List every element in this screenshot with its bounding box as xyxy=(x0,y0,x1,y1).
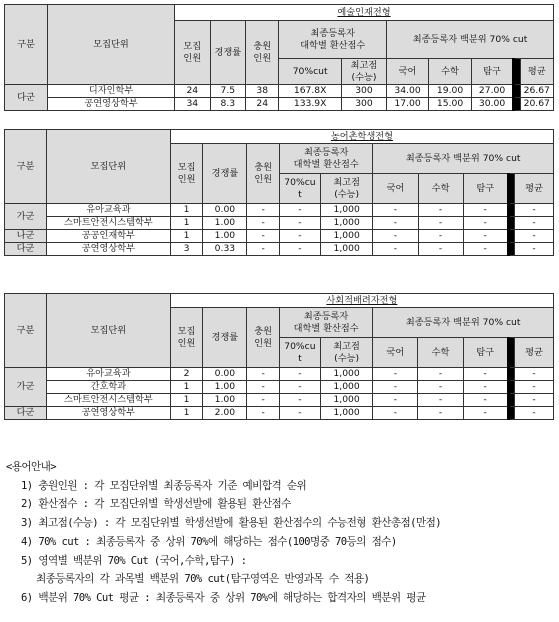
glossary-item: 1) 충원인원 : 각 모집단위별 최종등록자 기준 예비합격 순위 xyxy=(21,479,307,492)
header-waitlist: 충원 인원 xyxy=(247,144,280,204)
korean-cell: - xyxy=(373,230,418,243)
inquiry-cell: - xyxy=(463,368,508,381)
glossary-section xyxy=(6,458,441,608)
math-cell: - xyxy=(418,230,463,243)
inquiry-cell: - xyxy=(463,230,508,243)
table-row xyxy=(5,85,554,98)
competition-cell: 8.3 xyxy=(210,98,246,111)
waitlist-cell: 24 xyxy=(246,98,279,111)
header-unit: 모집단위 xyxy=(48,5,175,85)
math-cell: - xyxy=(418,407,463,420)
header-gubun: 구분 xyxy=(5,130,47,204)
table-row xyxy=(5,381,554,394)
korean-cell: - xyxy=(373,381,418,394)
cut-cell: - xyxy=(279,407,320,420)
header-gubun: 구분 xyxy=(5,5,48,85)
header-korean: 국어 xyxy=(373,174,418,204)
table-row xyxy=(5,368,554,381)
inquiry-cell: - xyxy=(463,217,508,230)
header-max: 최고점 (수능) xyxy=(320,338,372,368)
cut-cell: - xyxy=(279,368,320,381)
header-average: 평균 xyxy=(515,174,554,204)
competition-cell: 1.00 xyxy=(203,394,247,407)
korean-cell: - xyxy=(373,368,418,381)
header-competition: 경쟁률 xyxy=(203,144,247,204)
header-inquiry: 탐구 xyxy=(463,174,508,204)
unit-cell: 간호학과 xyxy=(46,381,170,394)
math-cell: 15.00 xyxy=(429,98,472,111)
average-cell: 26.67 xyxy=(520,85,554,98)
math-cell: - xyxy=(418,243,463,256)
waitlist-cell: - xyxy=(247,230,280,243)
unit-cell: 공연영상학부 xyxy=(46,243,170,256)
glossary-item: 3) 최고점(수능) : 각 모집단위별 학생선발에 활용된 환산점수의 수능전형 환산총점(만점) xyxy=(21,517,441,530)
table-row xyxy=(5,394,554,407)
group-cell: 가군 xyxy=(5,204,47,230)
group-cell: 다군 xyxy=(5,407,47,420)
group-cell: 다군 xyxy=(5,85,48,111)
header-average: 평균 xyxy=(520,59,554,85)
cut-cell: - xyxy=(279,381,320,394)
quota-cell: 2 xyxy=(170,368,203,381)
waitlist-cell: - xyxy=(247,368,280,381)
max-cell: 1,000 xyxy=(320,217,372,230)
cut-cell: - xyxy=(279,230,320,243)
cut-cell: - xyxy=(279,243,320,256)
competition-cell: 0.00 xyxy=(203,204,247,217)
header-math: 수학 xyxy=(418,174,463,204)
unit-cell: 유아교육과 xyxy=(46,204,170,217)
max-cell: 1,000 xyxy=(320,204,372,217)
competition-cell: 2.00 xyxy=(203,407,247,420)
header-korean: 국어 xyxy=(373,338,418,368)
table-row xyxy=(5,217,554,230)
header-average: 평균 xyxy=(514,338,553,368)
math-cell: - xyxy=(418,381,463,394)
quota-cell: 34 xyxy=(175,98,211,111)
average-cell: - xyxy=(515,230,554,243)
math-cell: - xyxy=(418,368,463,381)
unit-cell: 공연영상학부 xyxy=(46,407,170,420)
quota-cell: 1 xyxy=(170,381,203,394)
header-max: 최고점 (수능) xyxy=(320,174,372,204)
unit-cell: 디자인학부 xyxy=(48,85,175,98)
competition-cell: 1.00 xyxy=(203,381,247,394)
table-row xyxy=(5,243,554,256)
header-70cut: 70%cu t xyxy=(279,174,320,204)
header-70cut: 70%cu t xyxy=(279,338,320,368)
average-cell: 20.67 xyxy=(520,98,554,111)
unit-cell: 공연영상학부 xyxy=(48,98,175,111)
average-cell: - xyxy=(514,394,553,407)
table-row xyxy=(5,407,554,420)
table-title: 사회적배려자전형 xyxy=(170,294,553,308)
cut-cell: - xyxy=(279,394,320,407)
math-cell: - xyxy=(418,394,463,407)
average-cell: - xyxy=(514,381,553,394)
math-cell: - xyxy=(418,204,463,217)
header-quota: 모집 인원 xyxy=(175,21,211,85)
header-final-converted: 최종등록자 대학별 환산점수 xyxy=(279,21,387,59)
inquiry-cell: - xyxy=(463,204,508,217)
inquiry-cell: - xyxy=(463,243,508,256)
inquiry-cell: - xyxy=(463,394,508,407)
header-inquiry: 탐구 xyxy=(472,59,514,85)
header-math: 수학 xyxy=(429,59,472,85)
header-percentile: 최종등록자 백분위 70% cut xyxy=(373,308,554,338)
header-waitlist: 충원 인원 xyxy=(247,308,280,368)
competition-cell: 1.00 xyxy=(203,217,247,230)
max-cell: 1,000 xyxy=(320,230,372,243)
table-row xyxy=(5,230,554,243)
inquiry-cell: 27.00 xyxy=(472,85,514,98)
waitlist-cell: - xyxy=(247,407,280,420)
header-unit: 모집단위 xyxy=(46,130,170,204)
glossary-item: 2) 환산점수 : 각 모집단위별 학생선발에 활용된 환산점수 xyxy=(21,498,291,511)
waitlist-cell: - xyxy=(247,217,280,230)
waitlist-cell: 38 xyxy=(246,85,279,98)
glossary-item: 6) 백분위 70% Cut 평균 : 최종등록자 중 상위 70%에 해당하는 합격자의 백분위 평균 xyxy=(21,591,426,604)
max-cell: 300 xyxy=(341,85,386,98)
rural-student-admission-table xyxy=(4,129,554,256)
average-cell: - xyxy=(515,243,554,256)
group-cell: 나군 xyxy=(5,230,47,243)
max-cell: 1,000 xyxy=(320,243,372,256)
waitlist-cell: - xyxy=(247,204,280,217)
max-cell: 1,000 xyxy=(320,368,372,381)
header-waitlist: 충원 인원 xyxy=(246,21,279,85)
inquiry-cell: 30.00 xyxy=(472,98,514,111)
header-final-converted: 최종등록자 대학별 환산점수 xyxy=(279,144,372,174)
max-cell: 1,000 xyxy=(320,407,372,420)
waitlist-cell: - xyxy=(247,381,280,394)
korean-cell: - xyxy=(373,204,418,217)
max-cell: 300 xyxy=(341,98,386,111)
inquiry-cell: - xyxy=(463,407,508,420)
korean-cell: 17.00 xyxy=(387,98,429,111)
korean-cell: - xyxy=(373,407,418,420)
competition-cell: 1.00 xyxy=(203,230,247,243)
quota-cell: 1 xyxy=(170,230,203,243)
quota-cell: 1 xyxy=(170,204,203,217)
header-gubun: 구분 xyxy=(5,294,47,368)
header-quota: 모집 인원 xyxy=(170,144,203,204)
korean-cell: - xyxy=(373,217,418,230)
art-talent-admission-table xyxy=(4,4,554,111)
header-korean: 국어 xyxy=(387,59,429,85)
competition-cell: 0.00 xyxy=(203,368,247,381)
unit-cell: 유아교육과 xyxy=(46,368,170,381)
korean-cell: - xyxy=(373,394,418,407)
cut-cell: 133.9X xyxy=(279,98,341,111)
average-cell: - xyxy=(515,204,554,217)
math-cell: - xyxy=(418,217,463,230)
max-cell: 1,000 xyxy=(320,381,372,394)
quota-cell: 1 xyxy=(170,217,203,230)
header-final-converted: 최종등록자 대학별 환산점수 xyxy=(279,308,372,338)
group-cell: 가군 xyxy=(5,368,47,407)
header-unit: 모집단위 xyxy=(46,294,170,368)
header-competition: 경쟁률 xyxy=(210,21,246,85)
header-inquiry: 탐구 xyxy=(463,338,508,368)
competition-cell: 7.5 xyxy=(210,85,246,98)
glossary-item: 5) 영역별 백분위 70% Cut (국어,수학,탐구) : xyxy=(21,554,247,567)
cut-cell: 167.8X xyxy=(279,85,341,98)
inquiry-cell: - xyxy=(463,381,508,394)
average-cell: - xyxy=(514,368,553,381)
unit-cell: 공공인재학부 xyxy=(46,230,170,243)
social-consideration-admission-table xyxy=(4,293,554,420)
table-row xyxy=(5,98,554,111)
quota-cell: 1 xyxy=(170,407,203,420)
header-quota: 모집 인원 xyxy=(170,308,203,368)
table-title: 농어촌학생전형 xyxy=(170,130,553,144)
table-title: 예술인재전형 xyxy=(175,5,554,21)
header-70cut: 70%cut xyxy=(279,59,341,85)
group-cell: 다군 xyxy=(5,243,47,256)
header-competition: 경쟁률 xyxy=(203,308,247,368)
average-cell: - xyxy=(514,407,553,420)
cut-cell: - xyxy=(279,204,320,217)
korean-cell: - xyxy=(373,243,418,256)
cut-cell: - xyxy=(279,217,320,230)
waitlist-cell: - xyxy=(247,394,280,407)
header-percentile: 최종등록자 백분위 70% cut xyxy=(387,21,554,59)
unit-cell: 스마트안전시스템학부 xyxy=(46,217,170,230)
glossary-title: <용어안내> xyxy=(6,461,57,473)
table-row xyxy=(5,204,554,217)
math-cell: 19.00 xyxy=(429,85,472,98)
average-cell: - xyxy=(515,217,554,230)
glossary-item: 4) 70% cut : 최종등록자 중 상위 70%에 해당하는 점수(100명중 70등의 점수) xyxy=(21,535,397,548)
waitlist-cell: - xyxy=(247,243,280,256)
quota-cell: 1 xyxy=(170,394,203,407)
quota-cell: 3 xyxy=(170,243,203,256)
unit-cell: 스마트안전시스템학부 xyxy=(46,394,170,407)
header-max: 최고점 (수능) xyxy=(341,59,386,85)
max-cell: 1,000 xyxy=(320,394,372,407)
glossary-item-continuation: 최종등록자의 각 과목별 백분위 70% cut(탐구영역은 반영과목 수 적용) xyxy=(36,573,370,586)
quota-cell: 24 xyxy=(175,85,211,98)
competition-cell: 0.33 xyxy=(203,243,247,256)
korean-cell: 34.00 xyxy=(387,85,429,98)
header-math: 수학 xyxy=(418,338,463,368)
header-percentile: 최종등록자 백분위 70% cut xyxy=(373,144,554,174)
